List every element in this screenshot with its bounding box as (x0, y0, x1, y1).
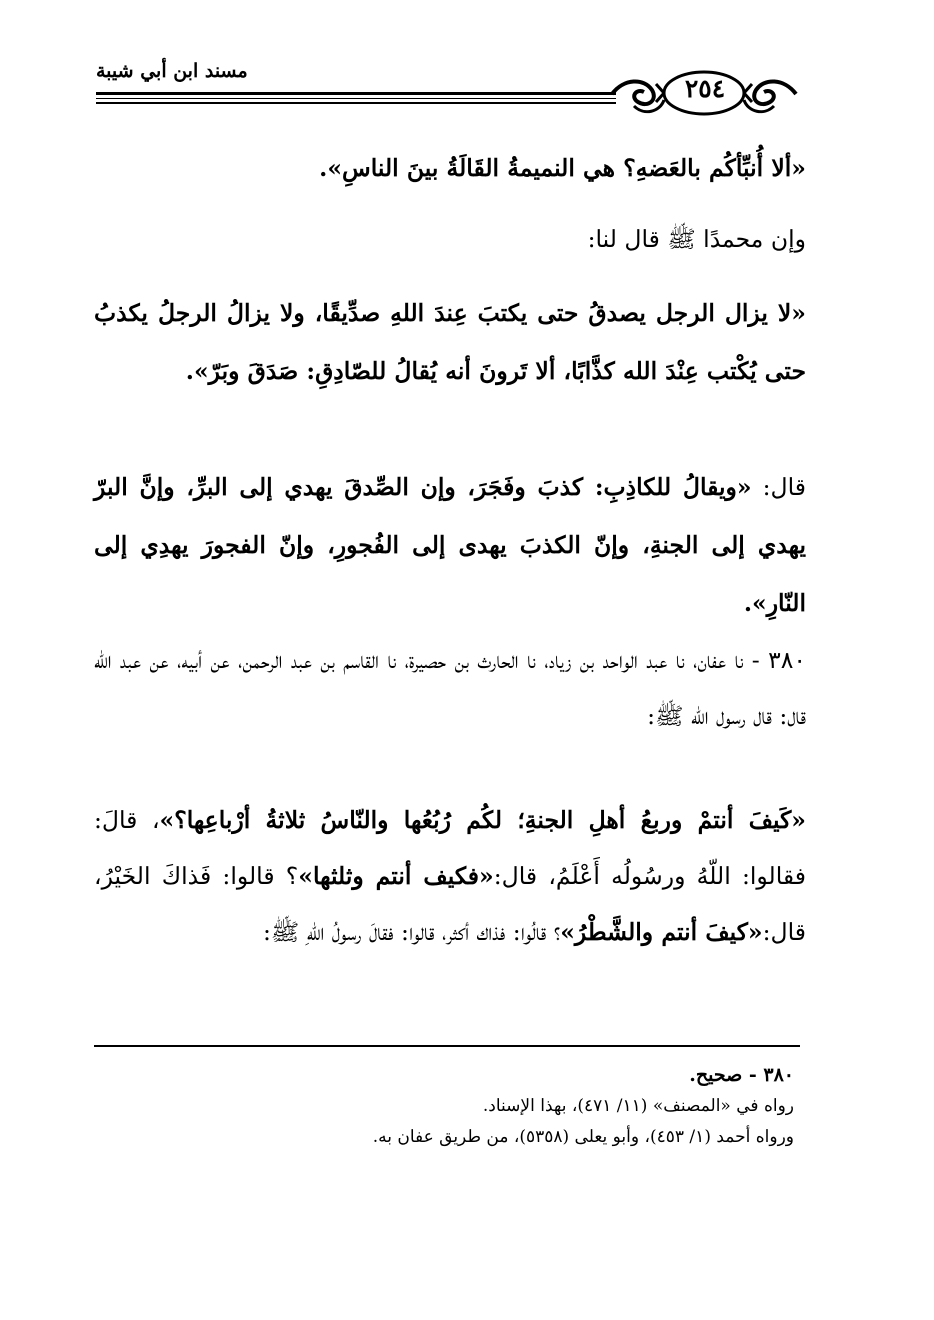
footnote-line-1: رواه في «المصنف» (١١/ ٤٧١)، بهذا الإسناد. (482, 1096, 794, 1116)
quote-thuluth: «فكيف أنتم وثلثها» (298, 862, 494, 890)
book-title: مسند ابن أبي شيبة (96, 60, 248, 82)
quote-rub-ahl-aljanna: «كَيفَ أنتمْ وربعُ أهلِ الجنةِ؛ لكُم رُبُعُها والنّاسُ ثلاثةُ أرْباعِها؟» (159, 806, 806, 834)
footnotes (94, 1060, 794, 1153)
page-number: ٢٥٤ (684, 74, 726, 103)
footnote-divider (94, 1045, 800, 1047)
kadhib-quote: «ويقالُ للكاذِبِ: كذبَ وفَجَرَ، وإن الصِّدقَ يهدي إلى البرِّ، وإنَّ البرّ يهدي إلى الجنةِ، وإنّ الكذبَ يهدى إلى الفُجورِ، وإنّ الفجورَ يهدِي إلى النّارِ». (94, 473, 806, 617)
narration-text-3: ؟ قالُوا: فذاك أكثر، قالوا: فقالَ رسولُ اللهِ ﷺ: (262, 918, 561, 946)
narration-text-1: ، قالَ: فقالوا: اللّهُ ورسُولُه أَعْلَمُ، قال: (94, 806, 806, 890)
hadith-quote-sidq: «لا يزال الرجل يصدقُ حتى يكتبَ عِندَ اللهِ صدِّيقًا، ولا يزالُ الرجلُ يكذبُ حتى يُكْتب عِنْدَ الله كذَّابًا، ألا تَرونَ أنه يُقالُ للصّادِقِ: صَدَقَ وبَرّ». (94, 299, 806, 385)
hadith-quote-kadhib (94, 458, 806, 632)
hadith-380-isnad: ٣٨٠ - نا عفان، نا عبد الواحد بن زياد، نا الحارث بن حصيرة، نا القاسم بن عبد الرحمن، عن أبيه، عن عبد الله قال: قال رسول الله ﷺ: (94, 646, 806, 730)
footnote-grade: ٣٨٠ - صحيح. (689, 1064, 794, 1086)
qala-lead: قال: (751, 473, 806, 501)
footnote-line-2: ورواه أحمد (١/ ٤٥٣)، وأبو يعلى (٥٣٥٨)، من طريق عفان به. (372, 1127, 794, 1147)
hadith-380-matn (94, 792, 806, 960)
hadith-quote-namima: «ألا أُنبِّأكُم بالعَضهِ؟ هي النميمةُ القَالَةُ بينَ الناسِ». (319, 154, 806, 182)
narration-text-2: ؟ قالوا: فَذاكَ الخَيْرُ، قال: (94, 862, 806, 946)
narration-intro: وإن محمدًا ﷺ قال لنا: (587, 225, 806, 253)
quote-shatr: «كيفَ أنتم والشَّطْرُ» (560, 918, 763, 946)
header-rule (96, 92, 616, 104)
